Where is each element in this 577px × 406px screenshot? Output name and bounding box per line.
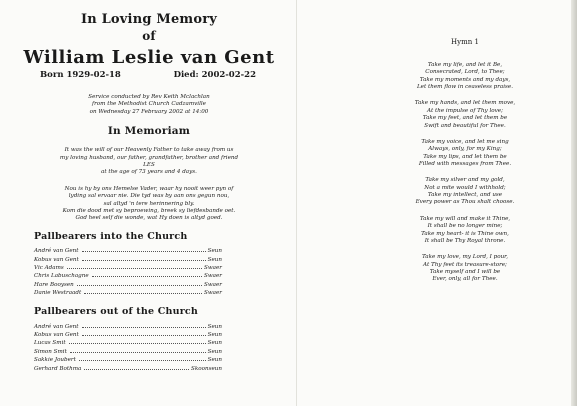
dot-leader — [69, 342, 206, 344]
pallbearer-name: André van Gent — [34, 248, 79, 255]
dot-leader — [82, 259, 206, 261]
pallbearer-name: Danie Westraadt — [34, 290, 82, 297]
memoriam-line: Kom die dood met sy beproewing, breek sy liefdesbande oet. — [62, 208, 236, 215]
pallbearer-name: Sakkie Joubert — [34, 357, 76, 364]
page-edge — [571, 0, 577, 406]
memoriam-line: It was the will of our Heavenly Father to take away from us — [64, 147, 234, 154]
pallbearer-relation: Seun — [207, 256, 222, 263]
pallbearer-name: Hare Booysen — [34, 281, 74, 288]
hymn-panel — [375, 38, 555, 293]
pallbearer-name: André van Gent — [34, 323, 79, 330]
hymn-line: At Thy feet its treasure-store; — [423, 261, 507, 268]
pallbearer-relation: Seun — [207, 357, 222, 364]
hymn-stanza — [375, 139, 555, 169]
hymn-line: Take my hands, and let them move, — [414, 100, 516, 107]
pallbearer-name: Kobus van Gent — [34, 332, 79, 338]
pallbearer-name: Chris Labuschagne — [34, 273, 89, 280]
hymn-line: Take my will and make it Thine, — [419, 215, 511, 222]
hymn-stanza — [375, 177, 555, 207]
pallbearer-row — [34, 346, 222, 354]
dot-leader — [82, 334, 206, 336]
born-date: Born 1929-02-18 — [40, 70, 121, 80]
dot-leader — [77, 284, 202, 286]
hymn-line: Take my feet, and let them be — [422, 115, 508, 122]
pallbearer-name: Simon Smit — [34, 348, 67, 355]
memoriam-line: God heel self die wonde, wat Hy doen is altyd goed. — [75, 215, 223, 222]
pallbearer-relation: Seun — [207, 348, 222, 355]
hymn-title: Hymn 1 — [451, 38, 479, 46]
hymn-stanza — [375, 254, 555, 284]
pallbearer-relation: Swaer — [204, 265, 222, 272]
pallbearer-row — [34, 263, 222, 271]
died-date: Died: 2002-02-22 — [173, 70, 256, 80]
hymn-line: Ever, only, all for Thee. — [432, 276, 498, 283]
pallbearer-row — [34, 330, 222, 338]
pallbearer-row — [34, 246, 222, 254]
hymn-stanza — [375, 62, 555, 92]
pallbearer-row — [34, 363, 222, 371]
hymn-stanza — [375, 100, 555, 130]
pallbearer-row — [34, 279, 222, 287]
pallbearer-relation: Swaer — [204, 281, 222, 288]
pallbearer-row — [34, 288, 222, 296]
hymn-line: Every power as Thou shalt choose. — [415, 199, 515, 206]
hymn-line: Take my intellect, and use — [427, 192, 503, 199]
memoriam-line: LES — [143, 162, 155, 169]
hymn-line: Swift and beautiful for Thee. — [424, 122, 506, 129]
hymn-line: Take my silver and my gold, — [425, 177, 505, 184]
pallbearer-row — [34, 254, 222, 262]
pallbearer-row — [34, 271, 222, 279]
pallbearers-out-list — [34, 321, 222, 371]
pallbearer-relation: Seun — [207, 332, 222, 338]
memoriam-line: lyding sal ervaar nie. Die tyd was by aan ons gegun nou, — [68, 193, 230, 200]
hymn-line: Not a mite would I withhold; — [424, 184, 506, 191]
service-line: Service conducted by Rev Keith Mclachlan — [88, 94, 210, 100]
fold-line — [296, 0, 297, 406]
pallbearer-relation: Swaer — [204, 290, 222, 297]
left-panel — [14, 8, 284, 372]
dot-leader — [70, 351, 206, 353]
in-memoriam-heading: In Memoriam — [107, 125, 191, 138]
pallbearer-row — [34, 338, 222, 346]
service-line: from the Methodist Church Cadzamville — [92, 101, 206, 108]
hymn-line: At the impulse of Thy love; — [427, 107, 503, 114]
hymn-line: Take my life, and let it Be, — [427, 62, 503, 68]
memoriam-line: Nou is hy by ons Hemelse Vader, waar hy nooit weer pyn of — [64, 185, 234, 192]
dot-leader — [84, 292, 202, 294]
in-loving-memory-heading: In Loving Memory — [80, 12, 218, 27]
of-heading: of — [142, 29, 156, 43]
service-details — [14, 94, 284, 116]
dot-leader — [67, 267, 202, 269]
dot-leader — [82, 250, 206, 252]
pallbearer-name: Gerhard Bothma — [34, 365, 82, 372]
dot-leader — [79, 359, 206, 361]
pallbearer-relation: Seun — [207, 340, 222, 347]
memoriam-english — [14, 147, 284, 177]
hymn-line: Take my lips, and let them be — [423, 153, 507, 160]
hymn-line: Consecrated, Lord, to Thee; — [425, 69, 505, 76]
memoriam-afrikaans — [14, 186, 284, 223]
pallbearer-relation: Swaer — [204, 273, 222, 280]
hymn-line: Take myself and I will be — [429, 268, 501, 275]
pallbearers-into-list — [34, 246, 222, 296]
memoriam-line: sal altyd 'n tere herinnering bly. — [103, 200, 195, 207]
pallbearer-relation: Seun — [207, 248, 222, 255]
pallbearers-out-heading: Pallbearers out of the Church — [34, 306, 199, 318]
pallbearer-name: Lucas Smit — [34, 340, 66, 347]
hymn-line: Take my moments and my days, — [419, 76, 511, 83]
hymn-line: Take my voice, and let me sing — [421, 138, 509, 145]
hymn-line: Always, only, for my King; — [428, 146, 502, 153]
deceased-name: William Leslie van Gent — [23, 47, 275, 68]
hymn-line: Filled with messages from Thee. — [418, 161, 512, 168]
hymn-line: Take my love, my Lord, I pour, — [421, 254, 509, 261]
service-line: on Wednesday 27 February 2002 at 14:00 — [89, 108, 209, 115]
pallbearer-relation: Skoonseun — [191, 365, 222, 372]
dot-leader — [84, 368, 189, 370]
hymn-line: It shall be Thy Royal throne. — [424, 237, 506, 244]
memoriam-line: my loving husband, our father, grandfather, brother and friend — [59, 154, 239, 161]
dot-leader — [82, 326, 206, 328]
dot-leader — [92, 275, 202, 277]
pallbearer-relation: Seun — [207, 323, 222, 330]
pallbearer-row — [34, 321, 222, 329]
dates-row — [40, 70, 256, 80]
pallbearer-name: Vic Adams — [34, 265, 64, 272]
hymn-line: Take my heart- it is Thine own, — [421, 230, 509, 237]
hymn-stanza — [375, 216, 555, 246]
pallbearer-row — [34, 355, 222, 363]
pallbearers-into-heading: Pallbearers into the Church — [34, 230, 188, 242]
memoriam-line: at the age of 73 years and 4 days. — [101, 169, 197, 176]
pallbearer-name: Kobus van Gent — [34, 256, 79, 263]
hymn-line: It shall be no longer mine; — [427, 223, 503, 230]
hymn-line: Let them flow in ceaseless praise. — [416, 84, 514, 91]
